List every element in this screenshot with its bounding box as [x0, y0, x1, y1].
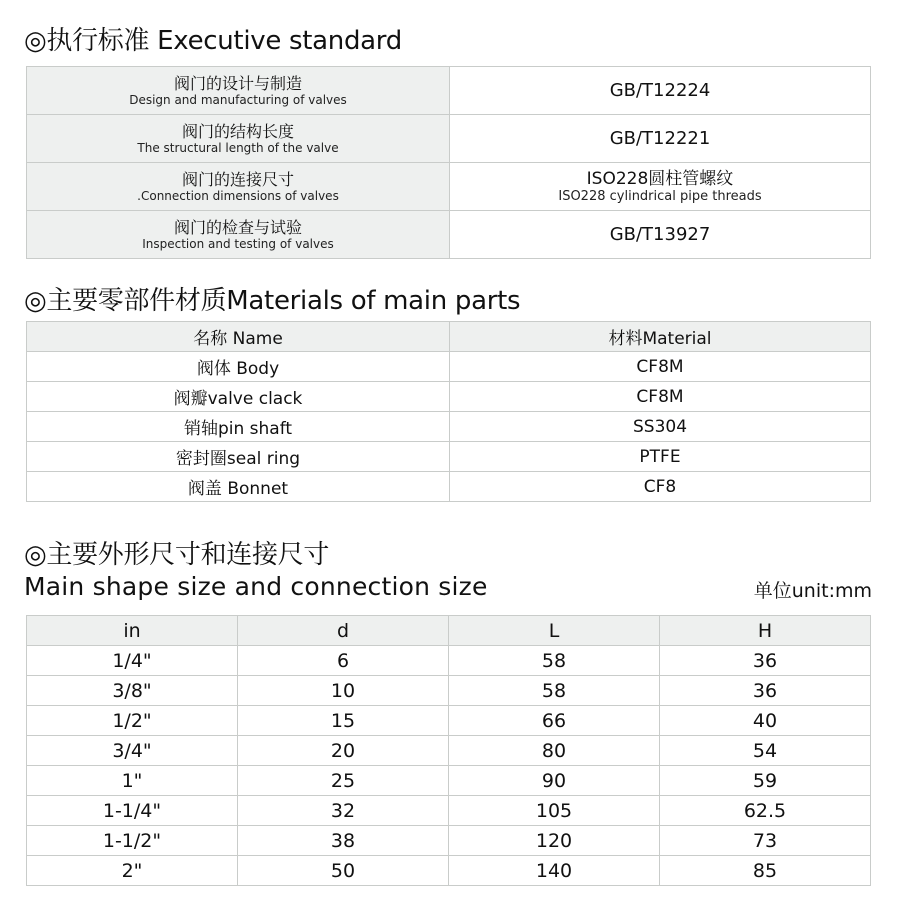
dimensions-table [26, 615, 871, 886]
size-l: 80 [449, 736, 660, 766]
materials-row [27, 412, 871, 442]
size-h: 40 [660, 706, 871, 736]
dimensions-header-in: in [27, 616, 238, 646]
size-d: 25 [238, 766, 449, 796]
standard-label-en: The structural length of the valve [137, 140, 339, 155]
size-in: 3/4" [27, 736, 238, 766]
dimensions-row [27, 826, 871, 856]
size-d: 38 [238, 826, 449, 856]
part-material: CF8 [450, 472, 871, 502]
dimensions-header-row [27, 616, 871, 646]
standard-label-cn: 阀门的结构长度 [181, 121, 294, 141]
size-d: 20 [238, 736, 449, 766]
size-l: 90 [449, 766, 660, 796]
size-d: 10 [238, 676, 449, 706]
standard-label-en: .Connection dimensions of valves [137, 188, 339, 203]
size-h: 59 [660, 766, 871, 796]
dimensions-row [27, 706, 871, 736]
size-l: 140 [449, 856, 660, 886]
size-in: 1" [27, 766, 238, 796]
dimensions-row [27, 766, 871, 796]
size-in: 1-1/2" [27, 826, 238, 856]
standards-row [27, 67, 871, 115]
size-in: 1-1/4" [27, 796, 238, 826]
size-d: 50 [238, 856, 449, 886]
materials-table [26, 321, 871, 502]
dimensions-row [27, 796, 871, 826]
materials-header-row [27, 322, 871, 352]
standards-row [27, 211, 871, 259]
part-material: SS304 [450, 412, 871, 442]
standard-label [27, 67, 450, 115]
standard-value-text-en: ISO228 cylindrical pipe threads [558, 188, 762, 204]
materials-row [27, 442, 871, 472]
dimensions-row [27, 736, 871, 766]
materials-row [27, 352, 871, 382]
size-h: 36 [660, 676, 871, 706]
standard-value-text: ISO228圆柱管螺纹 [586, 168, 734, 189]
size-in: 2" [27, 856, 238, 886]
size-h: 85 [660, 856, 871, 886]
size-l: 66 [449, 706, 660, 736]
size-h: 36 [660, 646, 871, 676]
materials-header-material: 材料Material [450, 322, 871, 352]
standard-label [27, 115, 450, 163]
size-h: 73 [660, 826, 871, 856]
materials-row [27, 472, 871, 502]
standard-label [27, 211, 450, 259]
unit-label: 单位unit:mm [753, 580, 872, 602]
standards-row [27, 115, 871, 163]
standard-value [450, 115, 871, 163]
dimensions-header-d: d [238, 616, 449, 646]
dimensions-row [27, 676, 871, 706]
size-h: 62.5 [660, 796, 871, 826]
standard-value-text: GB/T13927 [609, 224, 711, 245]
section-title-executive-standard: ◎执行标准 Executive standard [24, 26, 402, 56]
materials-row [27, 382, 871, 412]
part-name: 销轴pin shaft [27, 412, 450, 442]
size-in: 1/2" [27, 706, 238, 736]
standards-table [26, 66, 871, 259]
section-title-dimensions: ◎主要外形尺寸和连接尺寸 [24, 540, 330, 570]
standard-label-en: Design and manufacturing of valves [129, 92, 347, 107]
size-l: 120 [449, 826, 660, 856]
materials-header-name: 名称 Name [27, 322, 450, 352]
standard-label-cn: 阀门的检查与试验 [173, 217, 302, 237]
standard-value [450, 163, 871, 211]
standards-row [27, 163, 871, 211]
standard-label-en: Inspection and testing of valves [142, 236, 334, 251]
dimensions-row [27, 856, 871, 886]
dimensions-header-h: H [660, 616, 871, 646]
size-d: 6 [238, 646, 449, 676]
size-in: 1/4" [27, 646, 238, 676]
part-material: CF8M [450, 352, 871, 382]
part-material: PTFE [450, 442, 871, 472]
size-l: 58 [449, 676, 660, 706]
standard-value [450, 211, 871, 259]
size-h: 54 [660, 736, 871, 766]
standard-label [27, 163, 450, 211]
dimensions-row [27, 646, 871, 676]
standard-value [450, 67, 871, 115]
part-name: 阀盖 Bonnet [27, 472, 450, 502]
standard-label-cn: 阀门的设计与制造 [173, 73, 302, 93]
size-in: 3/8" [27, 676, 238, 706]
standard-value-text: GB/T12224 [609, 80, 711, 101]
section-title-materials: ◎主要零部件材质Materials of main parts [24, 286, 521, 316]
size-l: 58 [449, 646, 660, 676]
part-name: 阀体 Body [27, 352, 450, 382]
standard-value-text: GB/T12221 [609, 128, 711, 149]
size-d: 32 [238, 796, 449, 826]
size-d: 15 [238, 706, 449, 736]
dimensions-header-l: L [449, 616, 660, 646]
part-name: 密封圈seal ring [27, 442, 450, 472]
part-material: CF8M [450, 382, 871, 412]
section-subtitle-dimensions: Main shape size and connection size [24, 572, 488, 601]
standard-label-cn: 阀门的连接尺寸 [181, 169, 294, 189]
part-name: 阀瓣valve clack [27, 382, 450, 412]
size-l: 105 [449, 796, 660, 826]
